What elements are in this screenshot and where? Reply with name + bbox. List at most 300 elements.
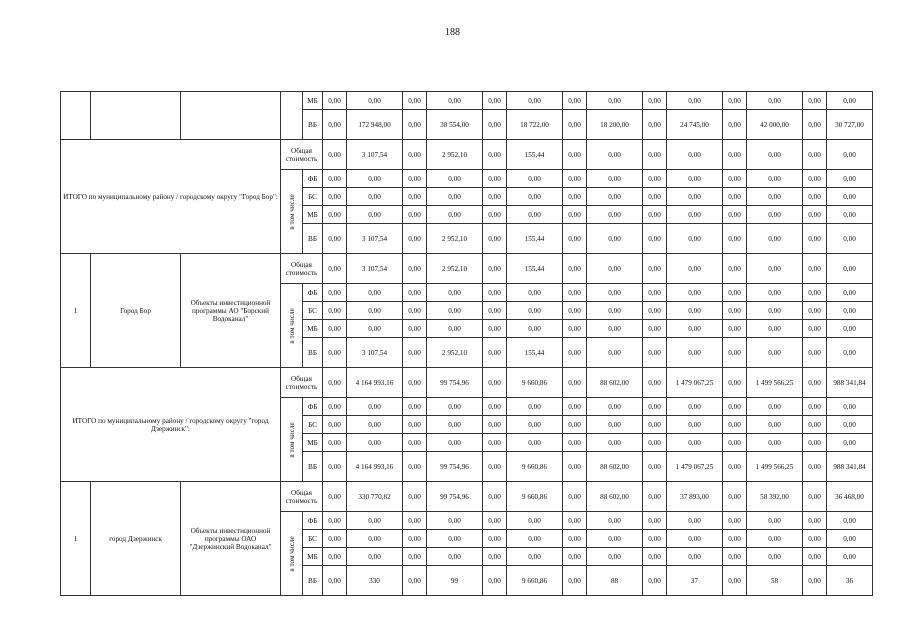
value-cell: 0,00 <box>403 512 427 530</box>
value-cell: 0,00 <box>723 566 747 596</box>
value-cell: 0,00 <box>827 254 873 284</box>
value-cell: 172 948,00 <box>347 110 403 140</box>
value-cell: 0,00 <box>563 206 587 224</box>
value-cell: 58 392,00 <box>747 482 803 512</box>
value-cell: 0,00 <box>643 110 667 140</box>
value-cell: 3 107,54 <box>347 224 403 254</box>
value-cell: 0,00 <box>643 416 667 434</box>
value-cell: 0,00 <box>747 338 803 368</box>
value-cell: 0,00 <box>403 140 427 170</box>
value-cell: 0,00 <box>563 110 587 140</box>
value-cell: 0,00 <box>747 416 803 434</box>
value-cell: 0,00 <box>347 170 403 188</box>
value-cell: 0,00 <box>587 512 643 530</box>
value-cell: 0,00 <box>323 92 347 110</box>
value-cell: 0,00 <box>803 254 827 284</box>
value-cell: 0,00 <box>323 434 347 452</box>
value-cell: 0,00 <box>667 320 723 338</box>
value-cell: 0,00 <box>587 302 643 320</box>
value-cell: 0,00 <box>587 338 643 368</box>
value-cell: 0,00 <box>347 320 403 338</box>
value-cell: 0,00 <box>723 482 747 512</box>
value-cell: 0,00 <box>803 530 827 548</box>
in-that-number-label <box>281 512 303 596</box>
value-cell: 0,00 <box>347 512 403 530</box>
value-cell: 0,00 <box>723 224 747 254</box>
value-cell: 0,00 <box>827 224 873 254</box>
value-cell: 0,00 <box>723 512 747 530</box>
table-body <box>61 92 873 596</box>
value-cell: 330 <box>347 566 403 596</box>
value-cell: 99 754,96 <box>427 452 483 482</box>
value-cell: 0,00 <box>427 170 483 188</box>
value-cell: 0,00 <box>667 398 723 416</box>
value-cell: 0,00 <box>827 416 873 434</box>
value-cell: 88 <box>587 566 643 596</box>
value-cell: 0,00 <box>667 512 723 530</box>
row-code: БС <box>303 188 323 206</box>
value-cell: 37 893,00 <box>667 482 723 512</box>
value-cell: 0,00 <box>323 512 347 530</box>
value-cell: 0,00 <box>323 530 347 548</box>
value-cell: 0,00 <box>827 92 873 110</box>
value-cell: 0,00 <box>827 206 873 224</box>
table-row <box>61 482 873 512</box>
value-cell: 0,00 <box>667 284 723 302</box>
value-cell: 0,00 <box>483 452 507 482</box>
value-cell: 0,00 <box>403 398 427 416</box>
value-cell: 0,00 <box>563 170 587 188</box>
value-cell: 0,00 <box>403 416 427 434</box>
value-cell: 0,00 <box>803 434 827 452</box>
value-cell: 0,00 <box>723 368 747 398</box>
value-cell: 0,00 <box>803 188 827 206</box>
value-cell: 0,00 <box>483 398 507 416</box>
value-cell: 0,00 <box>643 482 667 512</box>
value-cell: 0,00 <box>507 512 563 530</box>
value-cell: 88 602,00 <box>587 482 643 512</box>
value-cell: 0,00 <box>643 320 667 338</box>
value-cell: 18 722,00 <box>507 110 563 140</box>
value-cell: 0,00 <box>667 92 723 110</box>
value-cell: 0,00 <box>483 320 507 338</box>
value-cell: 0,00 <box>723 302 747 320</box>
value-cell: 155,44 <box>507 254 563 284</box>
value-cell: 0,00 <box>507 320 563 338</box>
value-cell: 0,00 <box>323 566 347 596</box>
value-cell: 0,00 <box>723 530 747 548</box>
in-that-number-text: в том числе <box>287 193 296 230</box>
value-cell: 0,00 <box>507 284 563 302</box>
row-code: ФБ <box>303 284 323 302</box>
value-cell: 0,00 <box>427 92 483 110</box>
value-cell: 0,00 <box>483 302 507 320</box>
value-cell: 0,00 <box>323 224 347 254</box>
value-cell: 0,00 <box>483 170 507 188</box>
value-cell: 0,00 <box>723 92 747 110</box>
value-cell: 0,00 <box>347 548 403 566</box>
value-cell: 0,00 <box>483 110 507 140</box>
value-cell: 0,00 <box>483 188 507 206</box>
value-cell: 0,00 <box>403 452 427 482</box>
value-cell: 18 200,00 <box>587 110 643 140</box>
value-cell: 58 <box>747 566 803 596</box>
row-code: МБ <box>303 434 323 452</box>
in-that-number-text: в том числе <box>287 421 296 458</box>
value-cell: 0,00 <box>747 530 803 548</box>
value-cell: 0,00 <box>427 188 483 206</box>
value-cell: 0,00 <box>643 548 667 566</box>
value-cell: 0,00 <box>483 92 507 110</box>
value-cell: 0,00 <box>323 338 347 368</box>
row-code: ВБ <box>303 338 323 368</box>
value-cell: 0,00 <box>643 368 667 398</box>
value-cell: 36 <box>827 566 873 596</box>
value-cell: 0,00 <box>587 434 643 452</box>
table-row <box>61 368 873 398</box>
value-cell: 0,00 <box>563 368 587 398</box>
value-cell: 0,00 <box>483 530 507 548</box>
value-cell: 0,00 <box>643 140 667 170</box>
value-cell: 0,00 <box>323 140 347 170</box>
in-that-number-label <box>281 398 303 482</box>
value-cell: 0,00 <box>587 92 643 110</box>
subgroup-cell <box>281 92 303 140</box>
value-cell: 0,00 <box>747 254 803 284</box>
value-cell: 0,00 <box>803 320 827 338</box>
value-cell: 0,00 <box>827 140 873 170</box>
value-cell: 0,00 <box>747 224 803 254</box>
value-cell: 0,00 <box>747 512 803 530</box>
value-cell: 0,00 <box>667 302 723 320</box>
value-cell: 0,00 <box>587 548 643 566</box>
value-cell: 0,00 <box>827 170 873 188</box>
row-code: ФБ <box>303 398 323 416</box>
value-cell: 330 770,82 <box>347 482 403 512</box>
value-cell: 0,00 <box>323 254 347 284</box>
value-cell: 0,00 <box>403 482 427 512</box>
value-cell: 0,00 <box>403 368 427 398</box>
value-cell: 0,00 <box>403 320 427 338</box>
value-cell: 3 107,54 <box>347 254 403 284</box>
value-cell: 0,00 <box>723 206 747 224</box>
value-cell: 2 952,10 <box>427 224 483 254</box>
value-cell: 0,00 <box>347 416 403 434</box>
value-cell: 0,00 <box>723 338 747 368</box>
row-number: 1 <box>61 482 91 596</box>
row-code: МБ <box>303 548 323 566</box>
value-cell: 0,00 <box>643 254 667 284</box>
value-cell: 0,00 <box>803 284 827 302</box>
value-cell: 0,00 <box>803 224 827 254</box>
value-cell: 0,00 <box>323 398 347 416</box>
value-cell: 0,00 <box>643 452 667 482</box>
value-cell: 0,00 <box>347 530 403 548</box>
value-cell: 0,00 <box>827 188 873 206</box>
value-cell: 0,00 <box>643 566 667 596</box>
table-row <box>61 254 873 284</box>
value-cell: 0,00 <box>747 434 803 452</box>
value-cell: 0,00 <box>723 170 747 188</box>
value-cell: 0,00 <box>507 170 563 188</box>
value-cell: 0,00 <box>507 416 563 434</box>
value-cell: 0,00 <box>427 416 483 434</box>
value-cell: 0,00 <box>347 302 403 320</box>
value-cell: 0,00 <box>403 302 427 320</box>
value-cell: 0,00 <box>587 140 643 170</box>
value-cell: 0,00 <box>723 284 747 302</box>
value-cell: 0,00 <box>587 398 643 416</box>
value-cell: 0,00 <box>667 206 723 224</box>
value-cell: 0,00 <box>643 398 667 416</box>
value-cell: 0,00 <box>403 188 427 206</box>
value-cell: 0,00 <box>723 254 747 284</box>
value-cell: 9 660,86 <box>507 452 563 482</box>
value-cell: 0,00 <box>667 254 723 284</box>
value-cell: 0,00 <box>427 530 483 548</box>
row-code: ФБ <box>303 512 323 530</box>
in-that-number-text: в том числе <box>287 307 296 344</box>
value-cell: 0,00 <box>507 530 563 548</box>
value-cell: 0,00 <box>427 398 483 416</box>
row-code: БС <box>303 416 323 434</box>
value-cell: 0,00 <box>507 92 563 110</box>
value-cell: 0,00 <box>723 140 747 170</box>
value-cell: 0,00 <box>563 566 587 596</box>
itogo-label: ИТОГО по муниципальному району / городскому округу "город Дзержинск": <box>61 368 281 482</box>
row-code: МБ <box>303 320 323 338</box>
value-cell: 0,00 <box>803 338 827 368</box>
object-name: Объекты инвестиционной программы ОАО "Дзержинский Водоканал" <box>181 482 281 596</box>
value-cell: 0,00 <box>347 188 403 206</box>
value-cell: 0,00 <box>827 512 873 530</box>
value-cell: 0,00 <box>643 92 667 110</box>
table-row <box>61 92 873 110</box>
value-cell: 4 164 993,16 <box>347 452 403 482</box>
value-cell: 0,00 <box>347 398 403 416</box>
value-cell: 0,00 <box>563 416 587 434</box>
value-cell: 0,00 <box>803 170 827 188</box>
value-cell: 0,00 <box>643 434 667 452</box>
value-cell: 0,00 <box>323 416 347 434</box>
value-cell: 99 754,96 <box>427 482 483 512</box>
value-cell: 0,00 <box>563 284 587 302</box>
value-cell: 0,00 <box>827 530 873 548</box>
value-cell: 0,00 <box>723 398 747 416</box>
value-cell: 0,00 <box>827 338 873 368</box>
value-cell: 0,00 <box>643 170 667 188</box>
value-cell: 0,00 <box>803 302 827 320</box>
value-cell: 3 107,54 <box>347 140 403 170</box>
value-cell: 0,00 <box>563 548 587 566</box>
value-cell: 0,00 <box>803 512 827 530</box>
value-cell: 0,00 <box>747 548 803 566</box>
value-cell: 0,00 <box>563 320 587 338</box>
value-cell: 0,00 <box>667 416 723 434</box>
value-cell: 0,00 <box>483 416 507 434</box>
value-cell: 88 602,00 <box>587 368 643 398</box>
value-cell: 37 <box>667 566 723 596</box>
value-cell: 0,00 <box>667 338 723 368</box>
budget-table <box>60 91 873 596</box>
value-cell: 0,00 <box>347 92 403 110</box>
city-name: Город Бор <box>91 254 181 368</box>
value-cell: 0,00 <box>667 530 723 548</box>
value-cell: 0,00 <box>827 398 873 416</box>
value-cell: 0,00 <box>563 482 587 512</box>
value-cell: 0,00 <box>483 368 507 398</box>
value-cell: 0,00 <box>563 434 587 452</box>
value-cell: 3 107,54 <box>347 338 403 368</box>
table-row <box>61 140 873 170</box>
city-cell <box>91 92 181 140</box>
value-cell: 0,00 <box>483 548 507 566</box>
value-cell: 155,44 <box>507 224 563 254</box>
value-cell: 988 341,84 <box>827 452 873 482</box>
row-code: ВБ <box>303 224 323 254</box>
value-cell: 0,00 <box>803 368 827 398</box>
value-cell: 0,00 <box>483 482 507 512</box>
value-cell: 0,00 <box>427 512 483 530</box>
value-cell: 0,00 <box>563 512 587 530</box>
value-cell: 0,00 <box>747 206 803 224</box>
value-cell: 0,00 <box>747 92 803 110</box>
value-cell: 0,00 <box>643 284 667 302</box>
num-cell <box>61 92 91 140</box>
value-cell: 0,00 <box>563 254 587 284</box>
value-cell: 0,00 <box>403 566 427 596</box>
value-cell: 0,00 <box>667 188 723 206</box>
total-cost-label: Общая стоимость <box>281 254 323 284</box>
value-cell: 0,00 <box>747 284 803 302</box>
row-code: ВБ <box>303 452 323 482</box>
in-that-number-label <box>281 170 303 254</box>
value-cell: 0,00 <box>803 92 827 110</box>
value-cell: 0,00 <box>323 110 347 140</box>
page-number: 188 <box>445 27 460 38</box>
value-cell: 0,00 <box>587 170 643 188</box>
value-cell: 0,00 <box>323 320 347 338</box>
value-cell: 0,00 <box>323 170 347 188</box>
value-cell: 0,00 <box>723 188 747 206</box>
value-cell: 0,00 <box>403 254 427 284</box>
value-cell: 0,00 <box>747 170 803 188</box>
value-cell: 0,00 <box>723 548 747 566</box>
value-cell: 30 727,00 <box>827 110 873 140</box>
value-cell: 1 479 067,25 <box>667 368 723 398</box>
value-cell: 0,00 <box>483 284 507 302</box>
value-cell: 0,00 <box>827 320 873 338</box>
value-cell: 0,00 <box>827 302 873 320</box>
value-cell: 0,00 <box>643 512 667 530</box>
row-code: МБ <box>303 206 323 224</box>
value-cell: 0,00 <box>803 548 827 566</box>
value-cell: 24 745,00 <box>667 110 723 140</box>
value-cell: 9 660,86 <box>507 368 563 398</box>
value-cell: 9 660,86 <box>507 566 563 596</box>
value-cell: 988 341,84 <box>827 368 873 398</box>
value-cell: 88 602,00 <box>587 452 643 482</box>
value-cell: 0,00 <box>587 320 643 338</box>
value-cell: 0,00 <box>403 284 427 302</box>
value-cell: 0,00 <box>747 140 803 170</box>
value-cell: 0,00 <box>323 452 347 482</box>
value-cell: 0,00 <box>427 302 483 320</box>
value-cell: 2 952,10 <box>427 140 483 170</box>
value-cell: 0,00 <box>507 398 563 416</box>
value-cell: 0,00 <box>723 110 747 140</box>
value-cell: 0,00 <box>643 224 667 254</box>
value-cell: 0,00 <box>587 284 643 302</box>
value-cell: 0,00 <box>483 224 507 254</box>
row-code: МБ <box>303 92 323 110</box>
value-cell: 1 479 067,25 <box>667 452 723 482</box>
value-cell: 0,00 <box>403 434 427 452</box>
value-cell: 0,00 <box>803 140 827 170</box>
value-cell: 1 499 566,25 <box>747 368 803 398</box>
value-cell: 0,00 <box>403 224 427 254</box>
value-cell: 0,00 <box>587 416 643 434</box>
value-cell: 0,00 <box>563 188 587 206</box>
value-cell: 99 754,96 <box>427 368 483 398</box>
value-cell: 0,00 <box>667 434 723 452</box>
value-cell: 0,00 <box>827 548 873 566</box>
value-cell: 0,00 <box>323 368 347 398</box>
value-cell: 0,00 <box>667 224 723 254</box>
in-that-number-label <box>281 284 303 368</box>
total-cost-label: Общая стоимость <box>281 482 323 512</box>
value-cell: 0,00 <box>323 548 347 566</box>
value-cell: 0,00 <box>427 284 483 302</box>
value-cell: 0,00 <box>803 110 827 140</box>
value-cell: 0,00 <box>403 92 427 110</box>
value-cell: 0,00 <box>323 302 347 320</box>
value-cell: 0,00 <box>563 530 587 548</box>
value-cell: 0,00 <box>747 302 803 320</box>
value-cell: 9 660,86 <box>507 482 563 512</box>
value-cell: 0,00 <box>563 224 587 254</box>
value-cell: 0,00 <box>803 566 827 596</box>
value-cell: 0,00 <box>587 530 643 548</box>
value-cell: 0,00 <box>803 482 827 512</box>
value-cell: 0,00 <box>747 398 803 416</box>
value-cell: 0,00 <box>563 398 587 416</box>
value-cell: 0,00 <box>483 140 507 170</box>
value-cell: 0,00 <box>643 206 667 224</box>
value-cell: 0,00 <box>403 170 427 188</box>
value-cell: 0,00 <box>667 548 723 566</box>
value-cell: 0,00 <box>723 434 747 452</box>
object-name: Объекты инвестиционной программы АО "Борский Водоканал" <box>181 254 281 368</box>
value-cell: 0,00 <box>323 482 347 512</box>
value-cell: 0,00 <box>507 434 563 452</box>
value-cell: 0,00 <box>563 92 587 110</box>
value-cell: 0,00 <box>483 206 507 224</box>
value-cell: 0,00 <box>667 170 723 188</box>
value-cell: 0,00 <box>803 206 827 224</box>
value-cell: 0,00 <box>403 530 427 548</box>
value-cell: 0,00 <box>347 206 403 224</box>
row-code: БС <box>303 302 323 320</box>
value-cell: 0,00 <box>803 452 827 482</box>
value-cell: 0,00 <box>643 530 667 548</box>
value-cell: 0,00 <box>507 548 563 566</box>
value-cell: 2 952,10 <box>427 338 483 368</box>
row-code: ВБ <box>303 110 323 140</box>
value-cell: 0,00 <box>507 206 563 224</box>
value-cell: 0,00 <box>427 320 483 338</box>
row-number: 1 <box>61 254 91 368</box>
